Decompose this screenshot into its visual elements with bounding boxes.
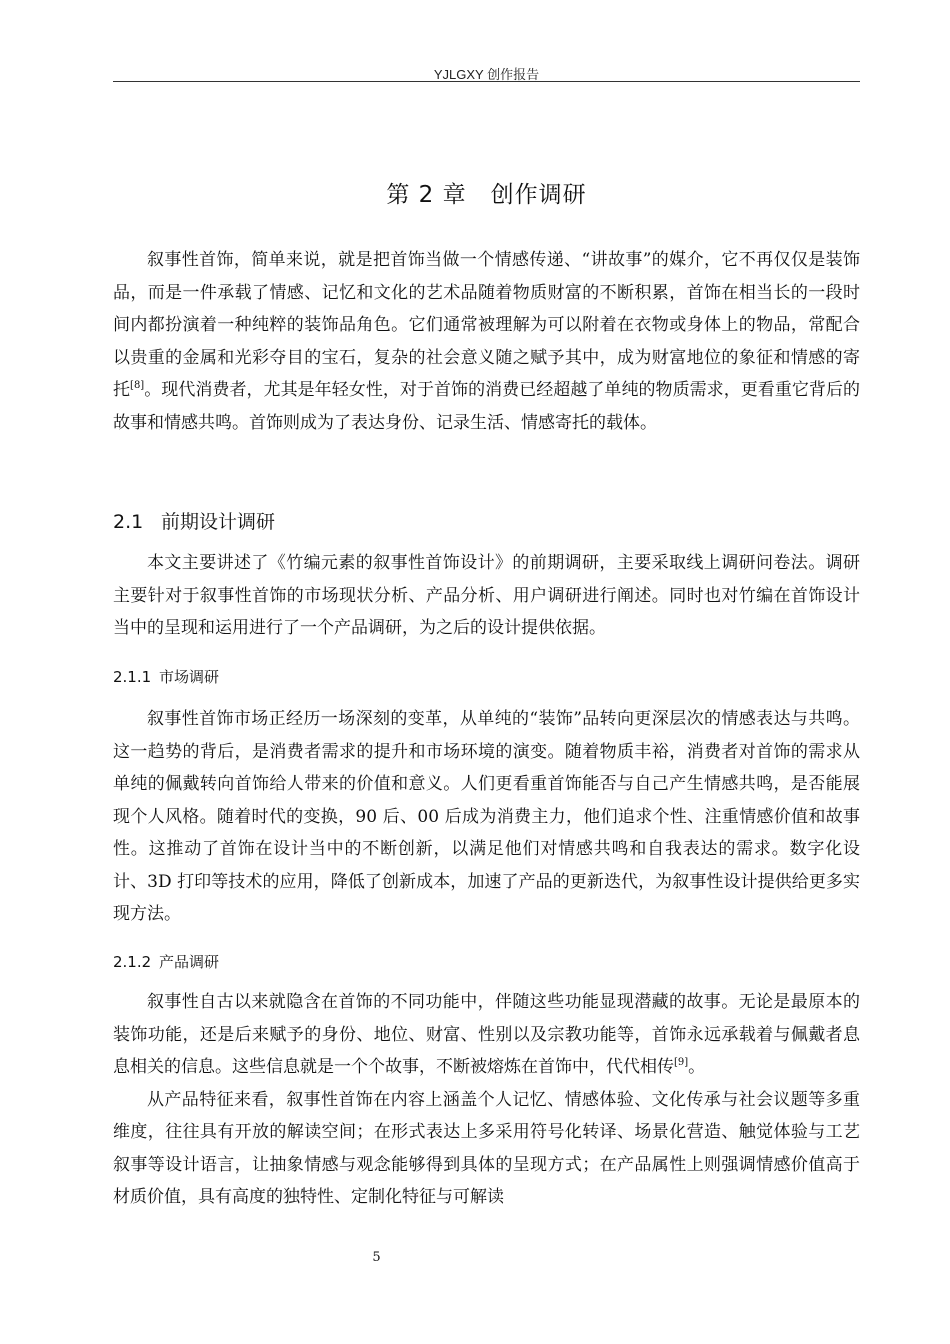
- section-2-1-2-heading: [113, 951, 860, 973]
- section-2-1-2-block: [113, 986, 860, 1214]
- section-2-1-2-number: 2.1.2: [113, 953, 152, 971]
- section-2-1-1-heading-block: [113, 666, 860, 688]
- intro-text-after: 。现代消费者，尤其是年轻女性，对于首饰的消费已经超越了单纯的物质需求，更看重它背后的故事和情感共鸣。首饰则成为了表达身份、记录生活、情感寄托的载体。: [113, 380, 861, 433]
- citation-9: [9]: [674, 1057, 689, 1068]
- section-2-1-1-number: 2.1.1: [113, 668, 152, 686]
- section-2-1-heading-block: [113, 508, 860, 536]
- intro-text: 叙事性首饰，简单来说，就是把首饰当做一个情感传递、“讲故事”的媒介，它不再仅仅是装饰品，而是一件承载了情感、记忆和文化的艺术品随着物质财富的不断积累，首饰在相当长的一段时间内都扮演着一种纯粹的装饰品角色。它们通常被理解为可以附着在衣物或身体上的物品，常配合以贵重的金属和光彩夺目的宝石，复杂的社会意义随之赋予其中，成为财富地位的象征和情感的寄托: [113, 250, 860, 400]
- section-2-1-heading: [113, 508, 860, 536]
- intro-block: [113, 244, 860, 439]
- section-2-1-2-heading-block: [113, 951, 860, 973]
- header-rule: [113, 81, 860, 82]
- section-2-1-title: 前期设计调研: [161, 511, 276, 533]
- section-2-1-2-paragraph-1: [113, 986, 860, 1084]
- page-number: 5: [372, 1250, 381, 1265]
- section-2-1-2-para1-text: 叙事性自古以来就隐含在首饰的不同功能中，伴随这些功能显现潜藏的故事。无论是最原本的装饰功能，还是后来赋予的身份、地位、财富、性别以及宗教功能等，首饰永远承载着与佩戴者息息相关的信息。这些信息就是一个个故事，不断被熔炼在首饰中，代代相传: [113, 992, 860, 1077]
- intro-paragraph: [113, 244, 860, 439]
- section-2-1-1-heading: [113, 666, 860, 688]
- citation-8: [8]: [130, 380, 145, 391]
- section-2-1-1-title: 市场调研: [159, 668, 220, 686]
- section-2-1-2-title: 产品调研: [159, 953, 220, 971]
- section-2-1-block: [113, 547, 860, 645]
- section-2-1-2-paragraph-2: 从产品特征来看，叙事性首饰在内容上涵盖个人记忆、情感体验、文化传承与社会议题等多重维度，往往具有开放的解读空间；在形式表达上多采用符号化转译、场景化营造、触觉体验与工艺叙事等设计语言，让抽象情感与观念能够得到具体的呈现方式；在产品属性上则强调情感价值高于材质价值，具有高度的独特性、定制化特征与可解读: [113, 1089, 860, 1207]
- running-header: YJLGXY 创作报告: [433, 67, 540, 82]
- section-2-1-1-paragraph: 叙事性首饰市场正经历一场深刻的变革，从单纯的“装饰”品转向更深层次的情感表达与共鸣。这一趋势的背后，是消费者需求的提升和市场环境的演变。随着物质丰裕，消费者对首饰的需求从单纯的佩戴转向首饰给人带来的价值和意义。人们更看重首饰能否与自己产生情感共鸣，是否能展现个人风格。随着时代的变换，90 后、00 后成为消费主力，他们追求个性、注重情感价值和故事性。这推动了首饰在设计当中的不断创新，以满足他们对情感共鸣和自我表达的需求。数字化设计、3D 打印等技术的应用，降低了创新成本，加速了产品的更新迭代，为叙事性设计提供给更多实现方法。: [113, 709, 860, 924]
- chapter-title: 第 2 章 创作调研: [386, 182, 587, 208]
- section-2-1-1-block: [113, 703, 860, 931]
- section-2-1-2-para1-after: 。: [688, 1057, 706, 1077]
- section-2-1-paragraph: 本文主要讲述了《竹编元素的叙事性首饰设计》的前期调研，主要采取线上调研问卷法。调研主要针对于叙事性首饰的市场现状分析、产品分析、用户调研进行阐述。同时也对竹编在首饰设计当中的呈现和运用进行了一个产品调研，为之后的设计提供依据。: [113, 553, 860, 638]
- section-2-1-number: 2.1: [113, 511, 144, 533]
